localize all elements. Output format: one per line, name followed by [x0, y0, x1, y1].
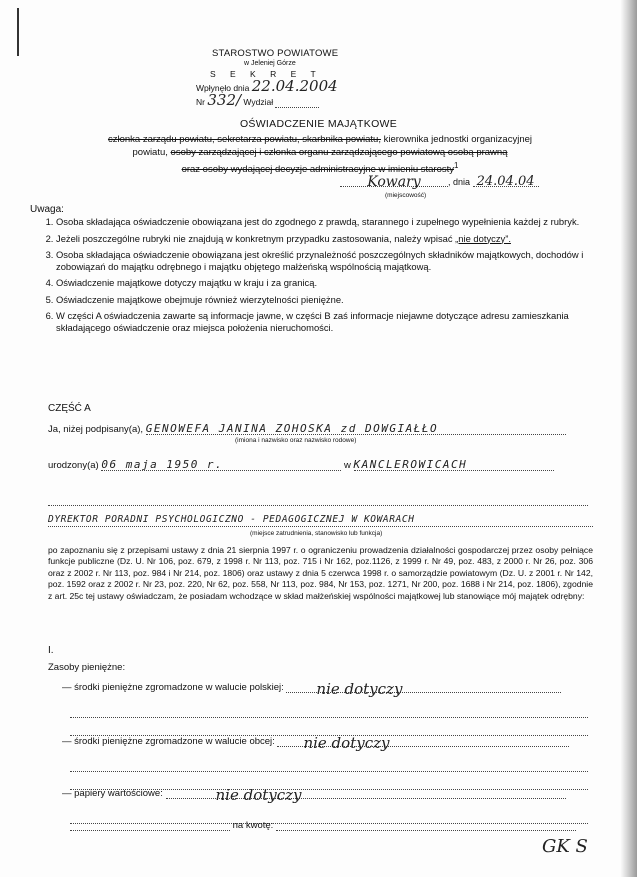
position-value: DYREKTOR PORADNI PSYCHOLOGICZNO - PEDAGOGICZNEJ W KOWARACH [48, 514, 415, 525]
stamp-department-label: Wydział [243, 97, 274, 107]
cash-fx-label: — środki pieniężne zgromadzone w walucie obcej: [62, 736, 275, 747]
document-subtitle [40, 133, 600, 176]
stamp-department-line [275, 95, 319, 108]
securities-field[interactable] [166, 786, 566, 804]
born-row [48, 458, 554, 471]
securities-value: nie dotyczy [215, 786, 302, 804]
blank-line [48, 493, 588, 506]
declarant-value: GENOWEFA JANINA ZOHOSKA zd DOWGIAŁŁO [145, 422, 439, 435]
place-date-row [340, 174, 539, 190]
stamp-number-row [190, 91, 400, 109]
position-caption: (miejsce zatrudnienia, stanowisko lub funkcja) [250, 530, 383, 537]
cash-pln-line-2 [70, 700, 588, 718]
born-extra-line [48, 488, 588, 506]
cash-fx-row [62, 734, 569, 752]
declarant-label: Ja, niżej podpisany(a), [48, 424, 144, 435]
cash-pln-label: — środki pieniężne zgromadzone w walucie polskiej: [62, 682, 284, 693]
stamp-received-label: Wpłynęło dnia [196, 83, 250, 93]
stamp-number-value: 332/ [207, 91, 242, 109]
note-item: 3. Osoba składająca oświadczenie obowiązana jest określić przynależność poszczególnych składników majątkowych, dochodów i zobowiązań do majątku odrębnego i majątku objętego małżeńską wspólnością majątkową. [56, 249, 616, 272]
declarant-row [48, 422, 566, 435]
notes-list [36, 216, 616, 338]
amount-row [70, 818, 576, 831]
cash-fx-value: nie dotyczy [303, 734, 390, 752]
securities-row [62, 786, 566, 804]
cash-pln-value: nie dotyczy [316, 680, 403, 698]
notes-heading: Uwaga: [30, 204, 64, 215]
declarant-caption: (imiona i nazwisko oraz nazwisko rodowe) [235, 437, 357, 444]
note-item: 1. Osoba składająca oświadczenie obowiązana jest do zgodnego z prawdą, starannego i zupełnego wypełnienia każdej z rubryk. [56, 216, 616, 228]
born-place-value: KANCLEROWICACH [353, 458, 468, 471]
stamp-office: STAROSTWO POWIATOWE [212, 48, 339, 59]
registry-stamp [190, 48, 400, 108]
role-text-1: kierownika jednostki organizacyjnej [380, 134, 533, 145]
stamp-received-value: 22.04.2004 [251, 77, 338, 95]
footnote-mark: 1 [454, 161, 459, 170]
note-item: 4. Oświadczenie majątkowe dotyczy majątku w kraju i za granicą. [56, 277, 616, 289]
struck-role-3: oraz osoby wydającej decyzje administracyjne w imieniu starosty [181, 164, 455, 176]
blank-line [70, 818, 230, 831]
born-in-label: w [343, 460, 351, 471]
date-field[interactable] [473, 174, 539, 187]
role-text-2: powiatu, [132, 147, 171, 158]
amount-label: na kwotę: [232, 820, 274, 831]
place-value: Kowary [367, 174, 421, 190]
struck-role-1: członka zarządu powiatu, sekretarza powiatu, skarbnika powiatu, [107, 134, 381, 145]
born-date-field[interactable] [101, 458, 341, 471]
scan-margin-mark [17, 8, 19, 56]
date-value: 24.04.04 [476, 174, 535, 189]
position-field[interactable] [48, 514, 593, 527]
section-heading: Zasoby pieniężne: [48, 662, 126, 673]
scan-edge-shadow [620, 0, 637, 877]
born-place-field[interactable] [354, 458, 554, 471]
position-row [48, 514, 593, 527]
note-item [56, 233, 616, 245]
note-item-2-text: Jeżeli poszczególne rubryki nie znajdują w konkretnym przypadku zastosowania, należy wpisać [56, 232, 453, 244]
blank-line [70, 759, 588, 772]
born-date-value: 06 maja 1950 r. [101, 458, 224, 471]
stamp-secretariat: S E K R E T [210, 69, 322, 79]
stamp-city: w Jeleniej Górze [244, 60, 296, 67]
date-label: , dnia [448, 177, 471, 187]
stamp-number-label: Nr [196, 97, 205, 107]
cash-pln-row [62, 680, 561, 698]
cash-fx-line-2 [70, 754, 588, 772]
part-a-heading: CZĘŚĆ A [48, 403, 91, 414]
document-title: OŚWIADCZENIE MAJĄTKOWE [239, 118, 398, 130]
law-statement: po zapoznaniu się z przepisami ustawy z dnia 21 sierpnia 1997 r. o ograniczeniu prowadzenia działalności gospodarczej przez osoby pełniące funkcje publiczne (Dz. U. Nr 106, poz. 679, z 1998 r. Nr 113, poz. 715 i Nr 162, poz.1126, z 1999 r. Nr 49, poz. 483, z 2000 r. Nr 26, poz. 306 oraz z 2002 r. Nr 113, poz. 984 i Nr 214, poz. 1806) oraz ustawy z dnia 5 czerwca 1998 r. o samorządzie powiatowym (Dz. U. z 2001 r. Nr 142, poz. 1592 oraz z 2002 r. Nr 23, poz. 220, Nr 62, poz. 558, Nr 113, poz. 984, Nr 153, poz. 1271, Nr 200, poz. 1688 i Nr 214, poz. 1806), zgodnie z art. 25c tej ustawy oświadczam, że posiadam wchodzące w skład małżeńskiej wspólności majątkowej lub stanowiące mój majątek odrębny: [48, 545, 593, 601]
struck-role-2: osoby zarządzającej i członka organu zarządzającego powiatową osobą prawną [170, 147, 508, 158]
initials-signature: GK S [542, 836, 588, 857]
place-field[interactable] [340, 174, 448, 190]
place-caption: (miejscowość) [385, 192, 427, 199]
declarant-field[interactable] [146, 422, 566, 435]
amount-field[interactable] [276, 818, 576, 831]
cash-pln-field[interactable] [286, 680, 561, 698]
born-label: urodzony(a) [48, 460, 99, 471]
cash-fx-field[interactable] [277, 734, 569, 752]
section-number: I. [48, 645, 54, 656]
note-item-2-quote: „nie dotyczy”. [455, 232, 511, 244]
note-item: 5. Oświadczenie majątkowe obejmuje również wierzytelności pieniężne. [56, 294, 616, 306]
securities-label: — papiery wartościowe: [62, 788, 163, 799]
note-item: 6. W części A oświadczenia zawarte są informacje jawne, w części B zaś informacje niejawne dotyczące adresu zamieszkania składającego oświadczenie oraz miejsca położenia nieruchomości. [56, 310, 616, 333]
blank-line [70, 705, 588, 718]
